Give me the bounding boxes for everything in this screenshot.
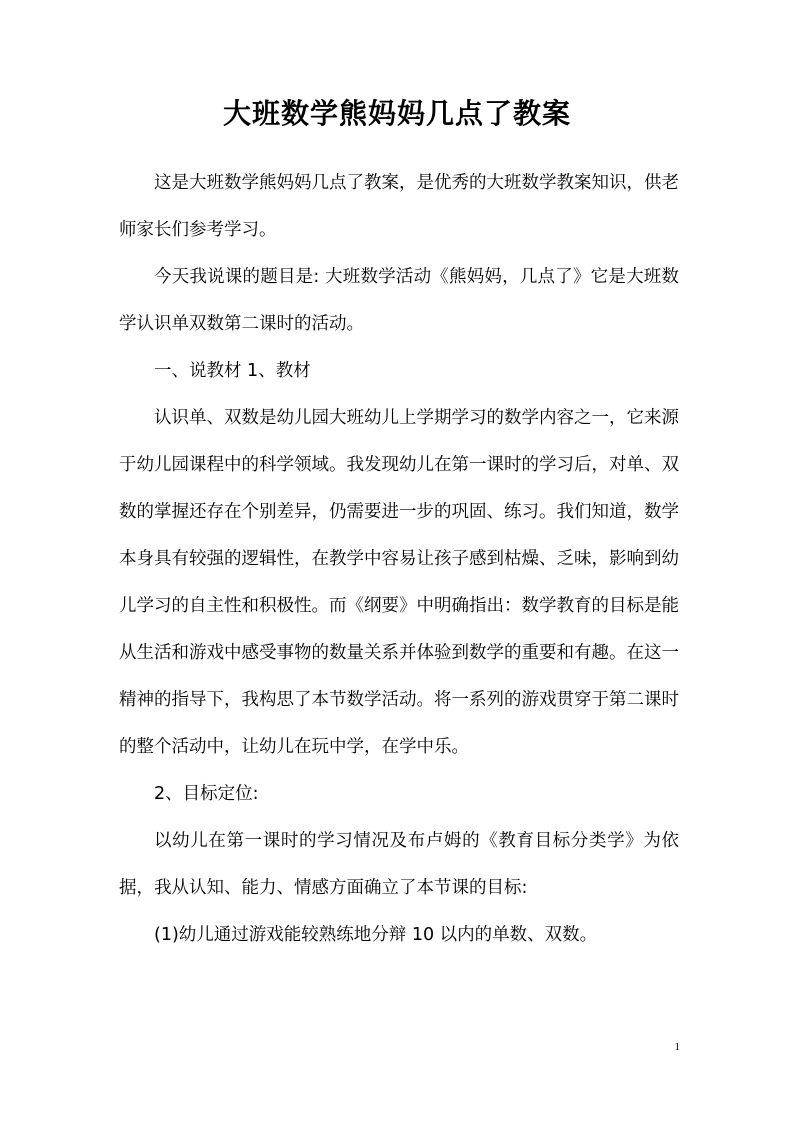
- document-title: 大班数学熊妈妈几点了教案: [222, 97, 571, 130]
- document-body: [119, 160, 679, 959]
- page-number: 1: [674, 1041, 680, 1053]
- goal-item-1: (1)幼儿通过游戏能较熟练地分辩 10 以内的单数、双数。: [154, 925, 598, 945]
- section-heading-materials: 一、说教材 1、教材: [154, 361, 311, 381]
- section-heading-goals: 2、目标定位:: [154, 784, 259, 804]
- paragraph-intro: 这是大班数学熊妈妈几点了教案，是优秀的大班数学教案知识，供老师家长们参考学习。: [119, 173, 679, 240]
- paragraph-materials: 认识单、双数是幼儿园大班幼儿上学期学习的数学内容之一，它来源于幼儿园课程中的科学领域。我发现幼儿在第一课时的学习后，对单、双数的掌握还存在个别差异，仍需要进一步的巩固、练习。我们知道，数学本身具有较强的逻辑性，在教学中容易让孩子感到枯燥、乏味，影响到幼儿学习的自主性和积极性。而《纲要》中明确指出：数学教育的目标是能从生活和游戏中感受事物的数量关系并体验到数学的重要和有趣。在这一精神的指导下，我构思了本节数学活动。将一系列的游戏贯穿于第二课时的整个活动中，让幼儿在玩中学，在学中乐。: [119, 408, 679, 757]
- paragraph-goals: 以幼儿在第一课时的学习情况及布卢姆的《教育目标分类学》为依据，我从认知、能力、情感方面确立了本节课的目标:: [119, 831, 679, 898]
- paragraph-topic: 今天我说课的题目是: 大班数学活动《熊妈妈，几点了》它是大班数学认识单双数第二课时的活动。: [119, 267, 679, 334]
